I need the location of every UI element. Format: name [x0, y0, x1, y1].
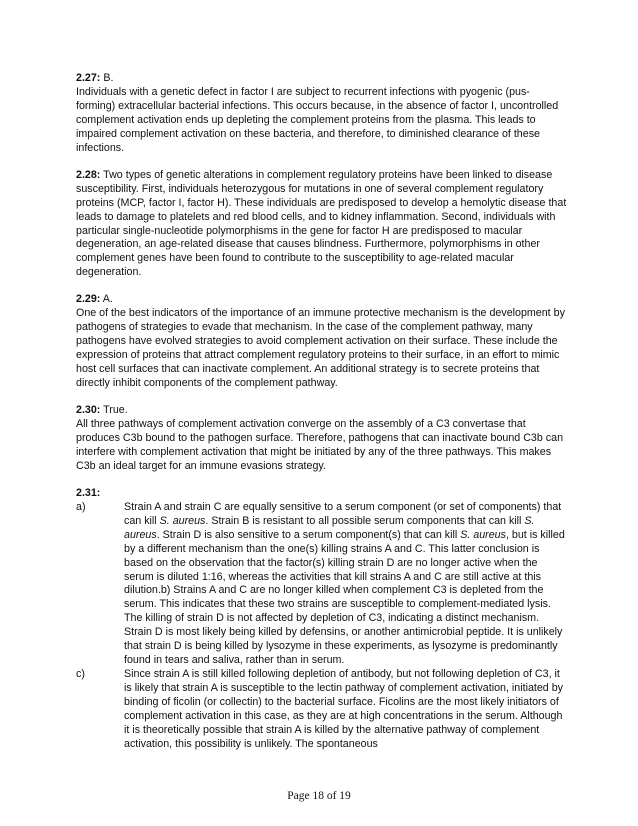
answer-explanation: One of the best indicators of the importance of an immune protective mechanism is the development by pathogens of strategies to evade that mechanism. In the case of the complement pathway, many pathogens have evolved strategies to avoid complement activation on their surface. These include the expression of proteins that attract complement regulatory proteins to their surface, in an effort to mimic host cell surfaces that can inactivate complement. An additional strategy is to secrete proteins that directly inhibit components of the complement pathway. [76, 307, 565, 390]
answer-2-27 [76, 72, 568, 156]
page-number: Page 18 of 19 [287, 790, 351, 802]
answer-explanation: Two types of genetic alterations in complement regulatory proteins have been linked to disease susceptibility. First, individuals heterozygous for mutations in one of several complement regulatory proteins (MCP, factor I, factor H). These individuals are predisposed to develop a hemolytic disease that leads to damage to platelets and red blood cells, and to kidney inflammation. Second, individuals with particular single-nucleotide polymorphisms in the gene for factor H are predisposed to macular degeneration, an age-related disease that causes blindness. Furthermore, polymorphisms in other complement genes have been found to contribute to the susceptibility to age-related macular degeneration. [76, 168, 567, 279]
answer-choice: A. [100, 293, 113, 306]
answer-heading [76, 487, 568, 501]
document-body [76, 72, 568, 752]
text-run: . Strain D is also sensitive to a serum component(s) that can kill [156, 528, 461, 541]
answer-choice: B. [100, 72, 114, 84]
sub-answer-a [76, 501, 568, 668]
answer-2-31 [76, 487, 568, 752]
question-number: 2.28: [76, 168, 101, 181]
answer-explanation: Individuals with a genetic defect in factor I are subject to recurrent infections with pyogenic (pus-forming) extracellular bacterial infections. This occurs because, in the absence of factor I, uncontrolled complement activation ends up depleting the complement proteins from the plasma. This leads to impaired complement activation on these bacteria, and therefore, to diminished clearance of these infections. [76, 85, 559, 154]
answer-2-28 [76, 169, 568, 281]
text-run: Strain A and strain C are equally sensitive to a serum component (or set of components) that can kill [124, 500, 562, 527]
question-number: 2.29: [76, 293, 101, 306]
answer-choice: True. [100, 404, 128, 417]
answer-2-30 [76, 404, 568, 474]
answer-explanation: All three pathways of complement activation converge on the assembly of a C3 convertase that produces C3b bound to the pathogen surface. Therefore, pathogens that can inactivate bound C3b can interfere with complement activation that might be initiated by any of the three pathways. This makes C3b an ideal target for an immune evasions strategy. [76, 417, 564, 472]
sub-answer-letter: a) [76, 500, 86, 513]
answer-heading [76, 293, 568, 307]
question-number: 2.31: [76, 486, 101, 499]
sub-answer-letter: c) [76, 668, 85, 681]
answer-2-29 [76, 293, 568, 391]
question-number: 2.27: [76, 72, 101, 84]
answer-heading [76, 72, 568, 86]
text-run: . Strain B is resistant to all possible serum components that can kill [205, 514, 525, 527]
sub-answer-text [124, 501, 568, 668]
answer-heading [76, 169, 568, 281]
answer-heading [76, 404, 568, 418]
text-run: , but is killed by a different mechanism than the one(s) killing strains A and C. This latter conclusion is based on the observation that the factor(s) killing strain D are no longer active when the serum is diluted 1:16, whereas the activities that kill strains A and C are still active at this dilution.b) Strains A and C are no longer killed when complement C3 is depleted from the serum. This indicates that these two strains are susceptible to complement-mediated lysis. The killing of strain D is not affected by depletion of C3, indicating a distinct mechanism. Strain D is most likely being killed by defensins, or another antimicrobial peptide. It is unlikely that strain D is being killed by lysozyme in these experiments, as lysozyme is predominantly found in tears and saliva, rather than in serum. [124, 528, 565, 667]
question-number: 2.30: [76, 404, 101, 417]
species-name: S. aureus [460, 528, 506, 541]
species-name: S. aureus [124, 514, 535, 541]
sub-answer-c [76, 668, 568, 752]
species-name: S. aureus [159, 514, 206, 527]
sub-answer-text: Since strain A is still killed following depletion of antibody, but not following depletion of C3, it is likely that strain A is susceptible to the lectin pathway of complement activation, initiated by binding of ficolin (or collectin) to the bacterial surface. Ficolins are the most likely initiators of complement activation in this case, as they are at high concentrations in the serum. Although it is theoretically possible that strain A is killed by the alternative pathway of complement activation, this possibility is unlikely. The spontaneous [124, 668, 564, 750]
